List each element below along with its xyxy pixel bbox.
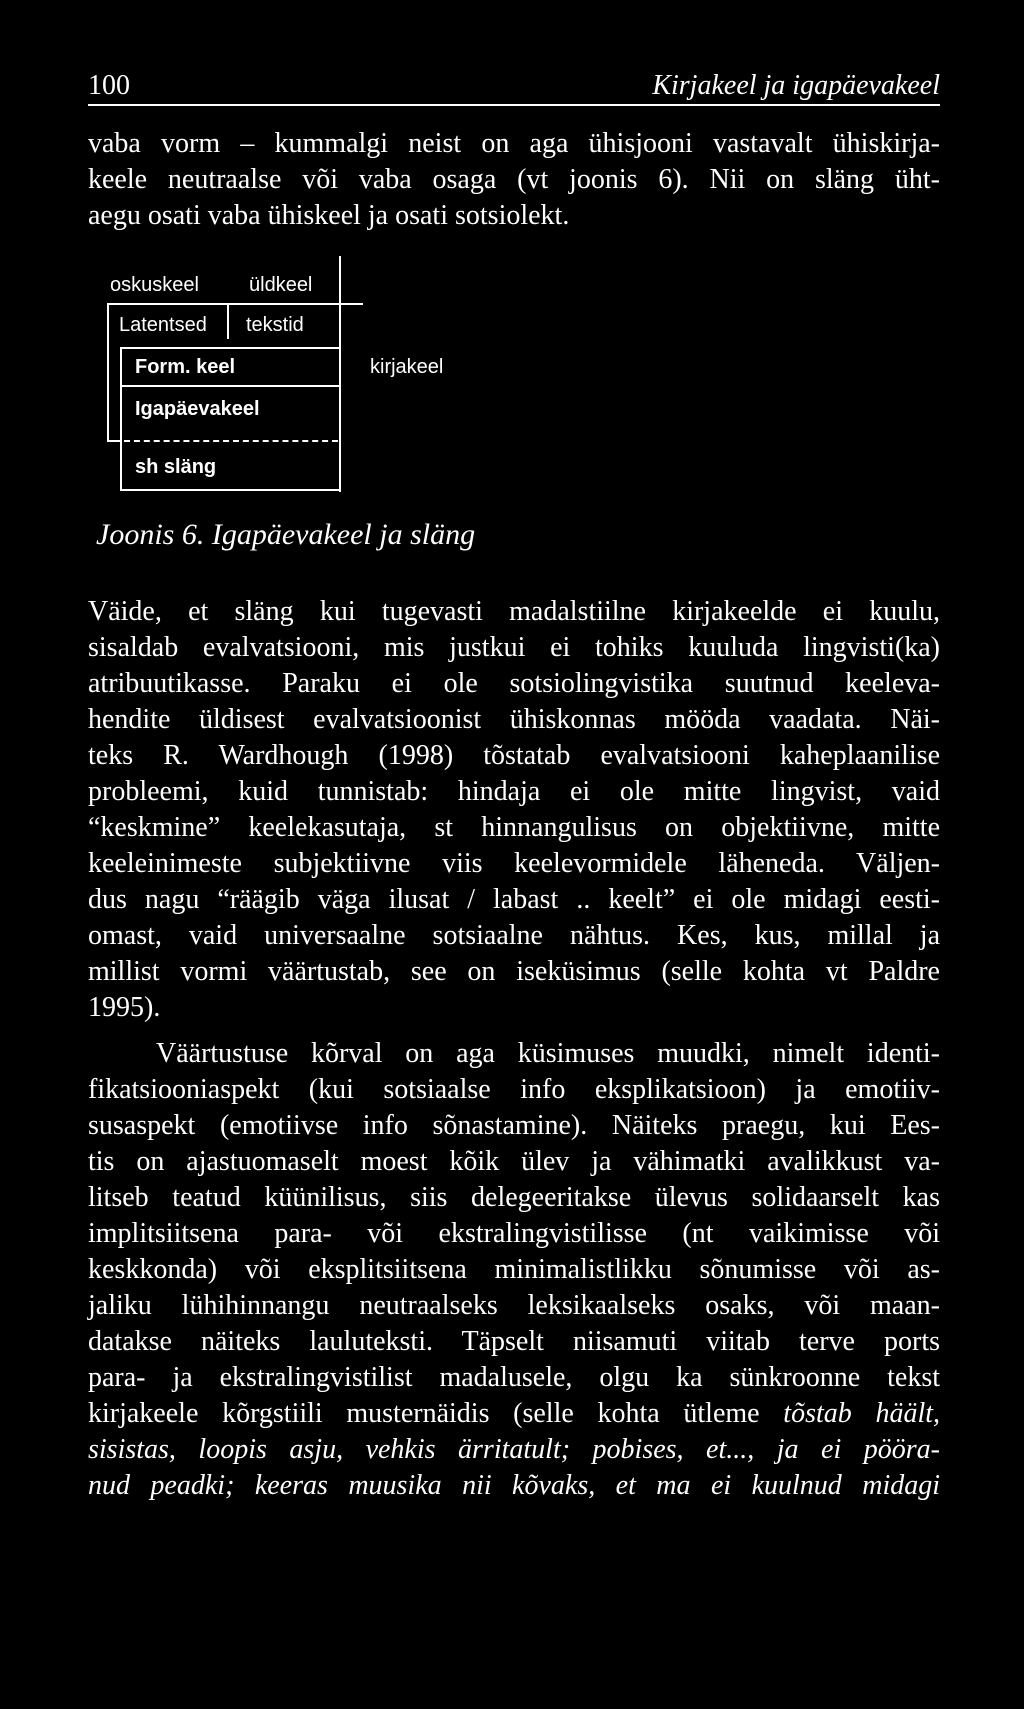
running-title: Kirjakeel ja igapäevakeel [652,70,940,101]
text-line: omast, vaid universaalne sotsiaalne nähtus. Kes, kus, millal ja [88,920,940,951]
paragraph-1 [88,594,940,1026]
figure-diagram [0,0,1024,551]
inner-left-boundary [120,347,122,491]
label-tekstid: tekstid [246,314,304,336]
label-form-keel: Form. keel [135,356,236,378]
label-igapaevakeel: Igapäevakeel [135,398,260,420]
text-line: vaba vorm – kummalgi neist on aga ühisjooni vastavalt ühiskirja- [88,128,940,159]
italic-example-line: nud peadki; keeras muusika nii kõvaks, et ma ei kuulnud midagi [88,1470,940,1501]
latentsed-divider [227,303,229,339]
text-line: aegu osati vaba ühiskeel ja osati sotsiolekt. [88,200,570,231]
figure-caption: Joonis 6. Igapäevakeel ja släng [96,518,476,551]
text-run: kirjakeele kõrgstiili musternäidis (selle kohta ütleme [88,1398,784,1429]
label-kirjakeel: kirjakeel [370,356,444,378]
italic-example-line: sisistas, loopis asju, vehkis ärritatult; pobises, et..., ja ei pööra- [88,1434,940,1465]
kirjakeel-boundary-line [339,256,341,492]
text-line: para- ja ekstralingvistilist madalusele, olgu ka sünkroonne tekst [88,1362,940,1393]
text-line: Väärtustuse kõrval on aga küsimuses muudki, nimelt identi- [156,1038,940,1069]
text-line: hendite üldisest evalvatsioonist ühiskonnas mööda vaadata. Näi- [88,704,940,735]
label-uldkeel: üldkeel [249,274,313,296]
text-line [88,1396,940,1432]
label-sh-slang: sh släng [135,456,217,478]
text-line: keele neutraalse või vaba osaga (vt joonis 6). Nii on släng üht- [88,164,940,195]
label-latentsed: Latentsed [119,314,207,336]
kirjakeel-top-tick [339,303,363,305]
slang-dashed-separator [124,440,338,442]
text-line: probleemi, kuid tunnistab: hindaja ei ole mitte lingvist, vaid [88,776,940,807]
text-line: implitsiitsena para- või ekstralingvistilisse (nt vaikimisse või [88,1218,940,1249]
text-line: “keskmine” keelekasutaja, st hinnangulisus on objektiivne, mitte [88,812,940,843]
text-line: litseb teatud küünilisus, siis delegeeritakse ülevus solidaarselt kas [88,1182,940,1213]
left-boundary-line [107,303,109,441]
paragraph-2 [88,1036,940,1504]
text-line: fikatsiooniaspekt (kui sotsiaalse info eksplikatsioon) ja emotiiv- [88,1074,940,1105]
form-keel-box-top [120,347,340,349]
text-line: tis on ajastuomaselt moest kõik ülev ja vähimatki avalikkust va- [88,1146,940,1177]
text-line: keeleinimeste subjektiivne viis keelevormidele läheneda. Väljen- [88,848,940,879]
text-line: keskkonda) või eksplitsiitsena minimalistlikku sõnumisse või as- [88,1254,940,1285]
text-line: sisaldab evalvatsiooni, mis justkui ei tohiks kuuluda lingvisti(ka) [88,632,940,663]
text-line: 1995). [88,992,161,1023]
slang-box-bottom [120,489,341,491]
text-line: teks R. Wardhough (1998) tõstatab evalvatsiooni kaheplaanilise [88,740,940,771]
text-line: dus nagu “räägib väga ilusat / labast .. keelt” ei ole midagi eesti- [88,884,940,915]
text-line: millist vormi väärtustab, see on iseküsimus (selle kohta vt Paldre [88,956,940,987]
text-line: datakse näiteks lauluteksti. Täpselt niisamuti viitab terve ports [88,1326,940,1357]
text-line: Väide, et släng kui tugevasti madalstiilne kirjakeelde ei kuulu, [88,596,940,627]
text-line: jaliku lühihinnangu neutraalseks leksikaalseks osaks, või maan- [88,1290,940,1321]
text-line: susaspekt (emotiivse info sõnastamine). Näiteks praegu, kui Ees- [88,1110,940,1141]
italic-example-text: tõstab häält, [783,1398,941,1429]
text-line: atribuutikasse. Paraku ei ole sotsiolingvistika suutnud keeleva- [88,668,940,699]
divider-top [107,303,340,305]
page-number: 100 [88,70,130,101]
form-keel-box-bottom [120,385,340,387]
label-oskuskeel: oskuskeel [110,274,199,296]
outer-bottom-tick [107,440,122,442]
